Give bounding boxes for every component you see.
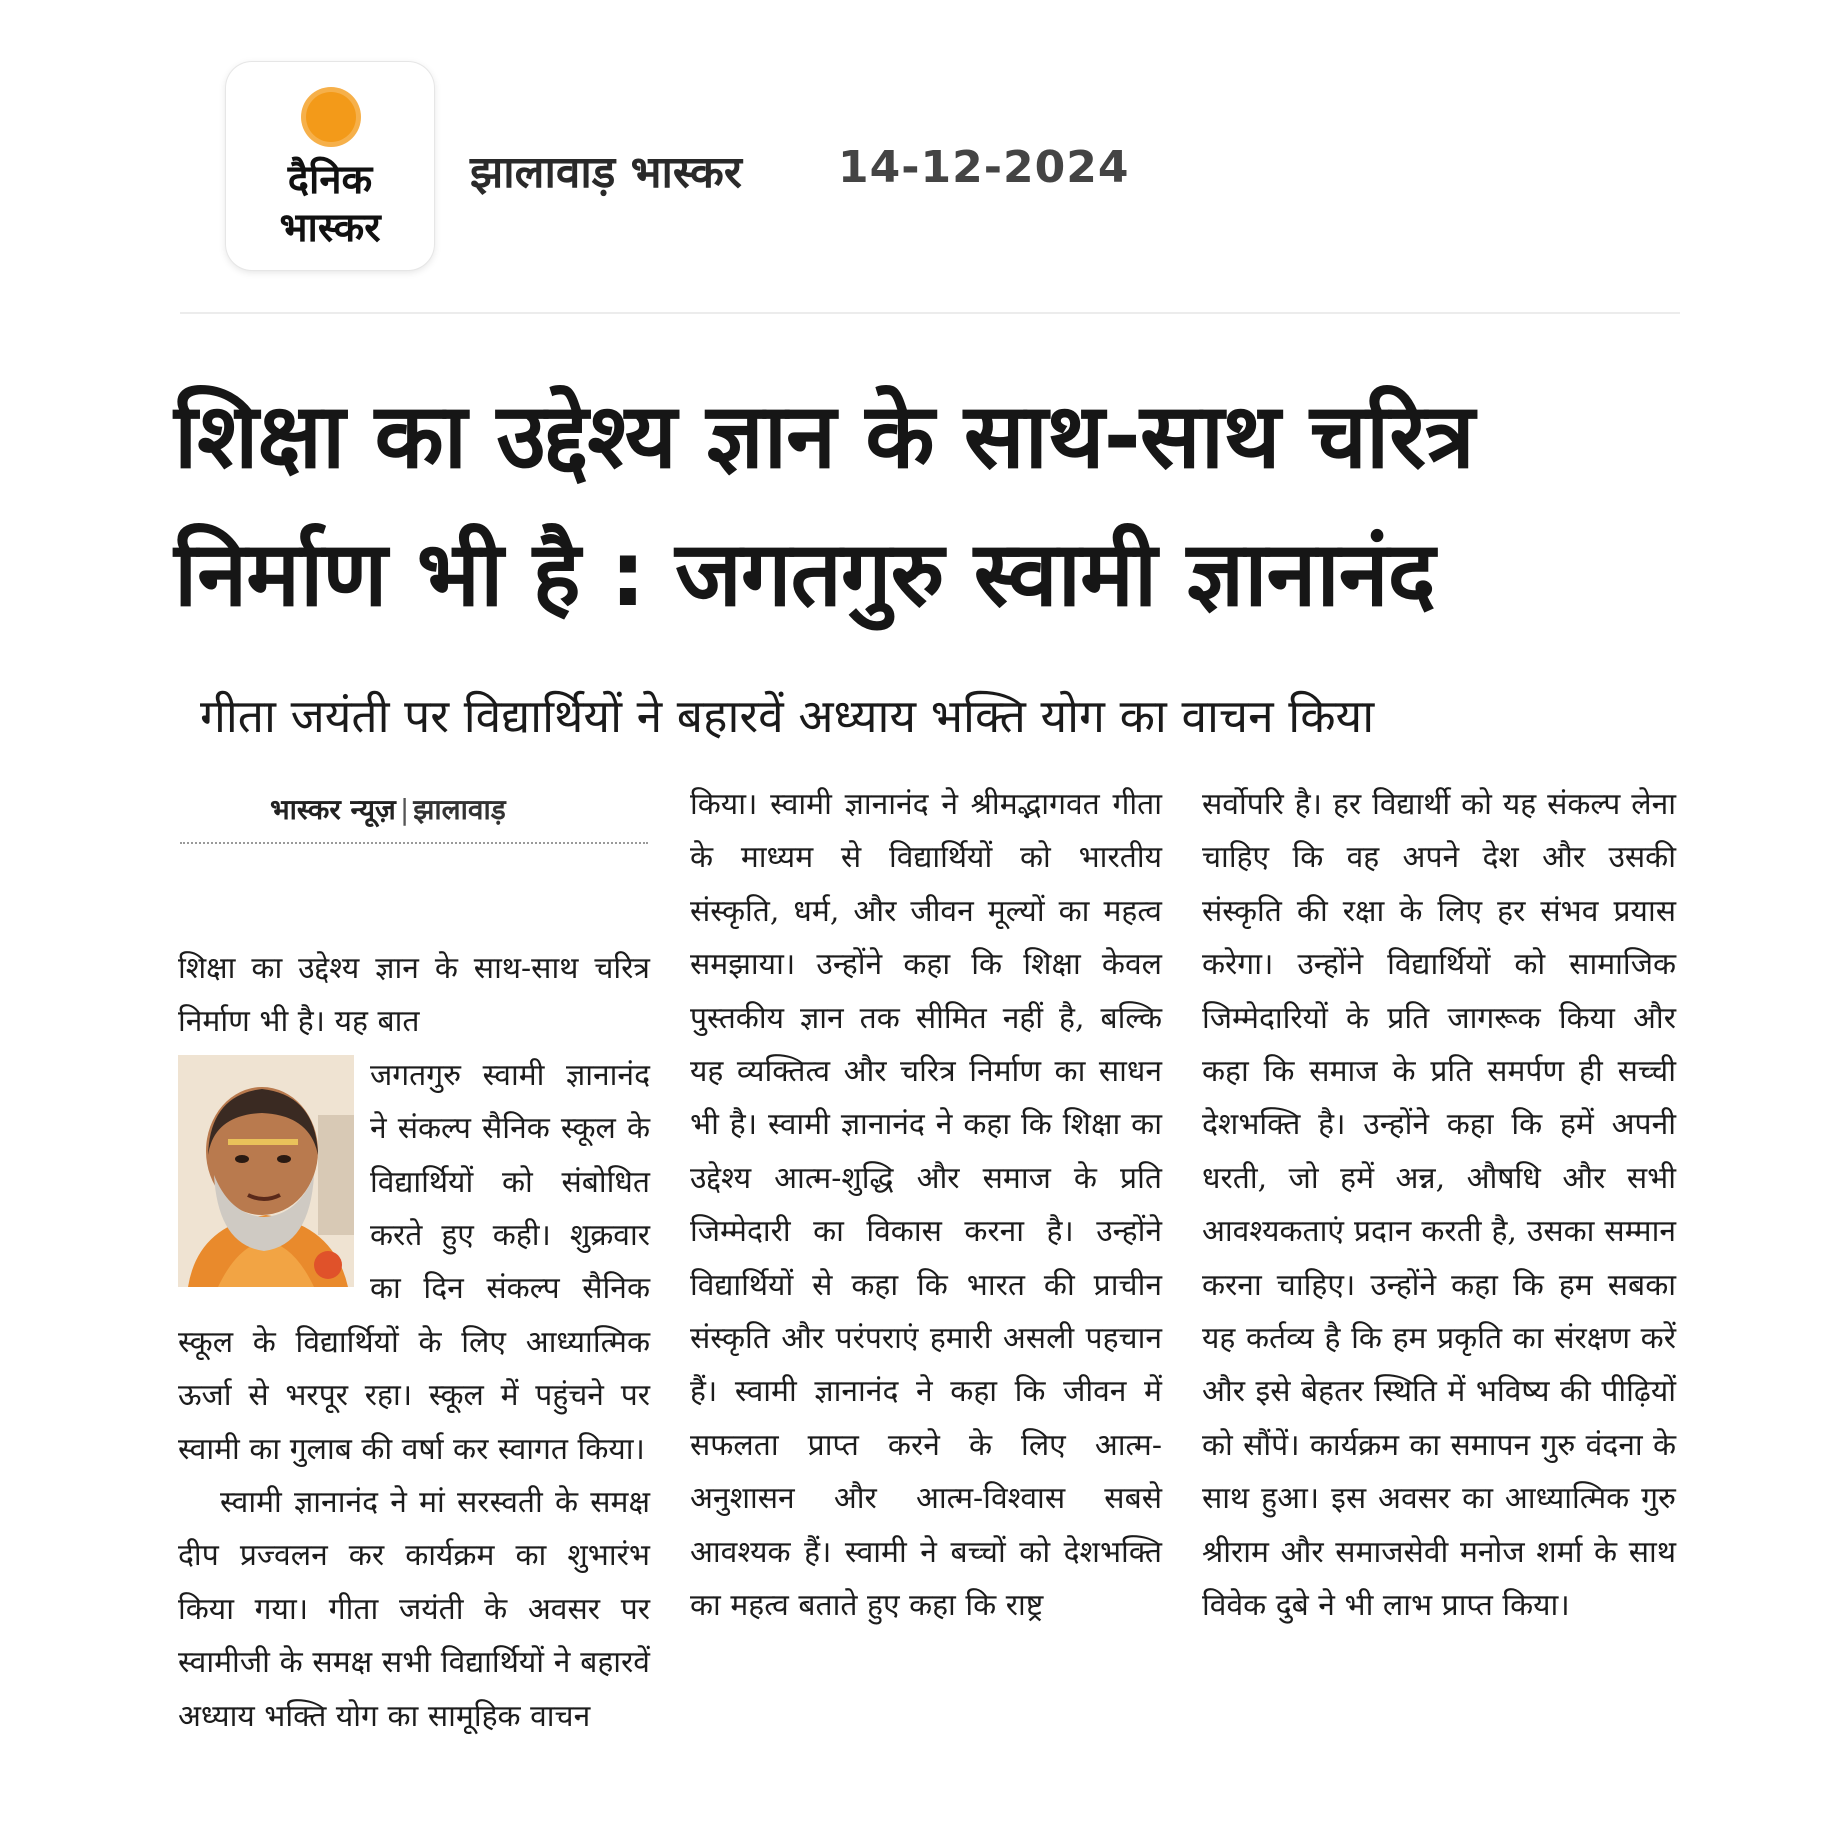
byline-agency: भास्कर न्यूज़ bbox=[270, 793, 396, 826]
article-column-2 bbox=[690, 778, 1162, 1633]
swami-photo bbox=[178, 1055, 354, 1287]
top-divider bbox=[180, 312, 1680, 314]
col2-text: किया। स्वामी ज्ञानानंद ने श्रीमद्भागवत गीता के माध्यम से विद्यार्थियों को भारतीय संस्कृति, धर्म, और जीवन मूल्यों का महत्व समझाया। उन्होंने कहा कि शिक्षा केवल पुस्तकीय ज्ञान तक सीमित नहीं है, बल्कि यह व्यक्तित्व और चरित्र निर्माण का साधन भी है। स्वामी ज्ञानानंद ने कहा कि शिक्षा का उद्देश्य आत्म-शुद्धि और समाज के प्रति जिम्मेदारी का विकास करना है। उन्होंने विद्यार्थियों से कहा कि भारत की प्राचीन संस्कृति और परंपराएं हमारी असली पहचान हैं। स्वामी ज्ञानानंद ने कहा कि जीवन में सफलता प्राप्त करने के लिए आत्म-अनुशासन और आत्म-विश्वास सबसे आवश्यक हैं। स्वामी ने बच्चों को देशभक्ति का महत्व बताते हुए कहा कि राष्ट्र bbox=[690, 787, 1162, 1624]
logo-line-1: दैनिक bbox=[287, 157, 373, 203]
col1-body: जगतगुरु स्वामी ज्ञानानंद ने संकल्प सैनिक स्कूल के विद्यार्थियों को संबोधित करते हुए कही। शुक्रवार का दिन संकल्प सैनिक स्कूल के विद्यार्थियों के लिए आध्यात्मिक ऊर्जा से भरपूर रहा। स्कूल में पहुंचने पर स्वामी का गुलाब की वर्षा कर स्वागत किया। bbox=[178, 1057, 650, 1467]
article-column-1 bbox=[178, 942, 650, 1743]
col1-paragraph-2: स्वामी ज्ञानानंद ने मां सरस्वती के समक्ष दीप प्रज्वलन कर कार्यक्रम का शुभारंभ किया गया। गीता जयंती के अवसर पर स्वामीजी के समक्ष सभी विद्यार्थियों ने बहारवें अध्याय भक्ति योग का सामूहिक वाचन bbox=[178, 1485, 650, 1734]
sun-icon bbox=[306, 92, 356, 142]
publication-date: 14-12-2024 bbox=[838, 142, 1130, 193]
byline bbox=[270, 790, 506, 828]
article-column-3 bbox=[1202, 778, 1676, 1633]
byline-separator: | bbox=[399, 793, 410, 826]
edition-name: झालावाड़ भास्कर bbox=[470, 147, 742, 198]
byline-divider bbox=[180, 842, 648, 844]
portrait-icon bbox=[178, 1055, 354, 1287]
newspaper-logo bbox=[226, 62, 434, 270]
byline-place: झालावाड़ bbox=[413, 793, 506, 826]
subheadline: गीता जयंती पर विद्यार्थियों ने बहारवें अध्याय भक्ति योग का वाचन किया bbox=[200, 689, 1375, 743]
col3-text: सर्वोपरि है। हर विद्यार्थी को यह संकल्प लेना चाहिए कि वह अपने देश और उसकी संस्कृति की रक्षा के लिए हर संभव प्रयास करेगा। उन्होंने विद्यार्थियों को सामाजिक जिम्मेदारियों के प्रति जागरूक किया और कहा कि समाज के प्रति समर्पण ही सच्ची देशभक्ति है। उन्होंने कहा कि हमें अपनी धरती, जो हमें अन्न, औषधि और सभी आवश्यकताएं प्रदान करती है, उसका सम्मान करना चाहिए। उन्होंने कहा कि हम सबका यह कर्तव्य है कि हम प्रकृति का संरक्षण करें और इसे बेहतर स्थिति में भविष्य की पीढ़ियों को सौंपें। कार्यक्रम का समापन गुरु वंदना के साथ हुआ। इस अवसर का आध्यात्मिक गुरु श्रीराम और समाजसेवी मनोज शर्मा के साथ विवेक दुबे ने भी लाभ प्राप्त किया। bbox=[1202, 787, 1676, 1624]
logo-line-2: भास्कर bbox=[279, 205, 381, 251]
col1-intro: शिक्षा का उद्देश्य ज्ञान के साथ-साथ चरित्र निर्माण भी है। यह बात bbox=[178, 951, 650, 1040]
headline: शिक्षा का उद्देश्य ज्ञान के साथ-साथ चरित्र निर्माण भी है : जगतगुरु स्वामी ज्ञानानंद bbox=[174, 384, 1474, 627]
